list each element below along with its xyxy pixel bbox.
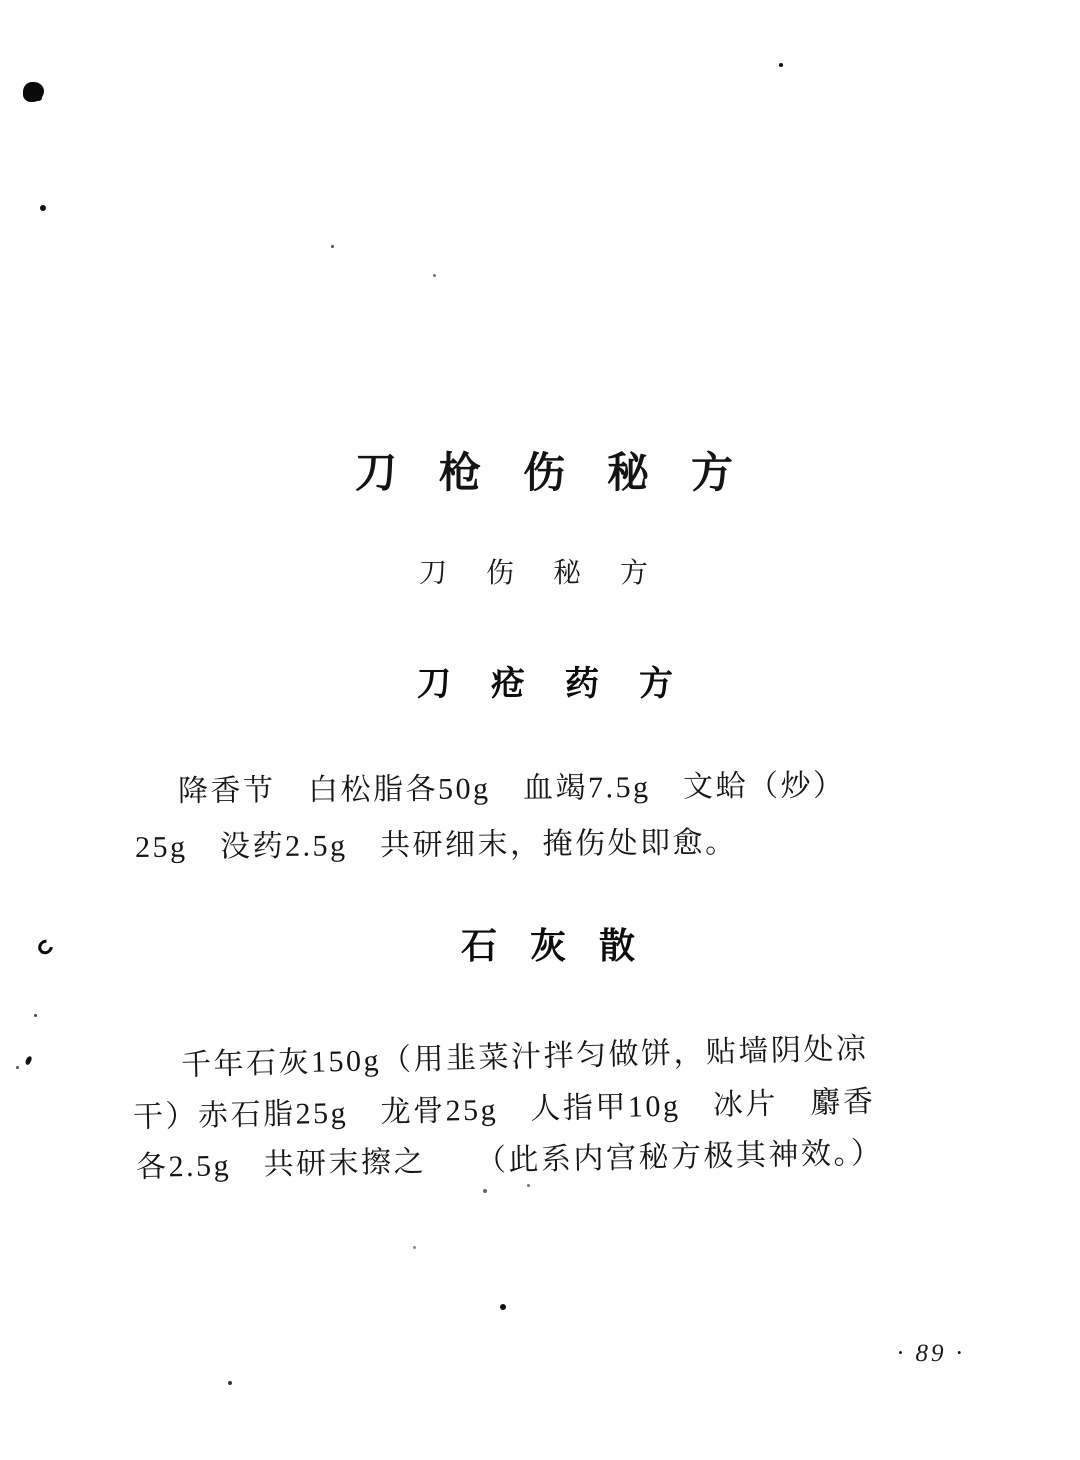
ink-speck [16,1066,19,1069]
ink-speck [433,274,436,277]
ink-speck [228,1381,232,1385]
ink-speck [331,245,334,248]
section-heading-knife-wound-remedy: 刀疮药方 [417,666,713,703]
ink-speck [779,63,783,67]
ink-speck [527,1184,530,1187]
ink-speck [24,1055,33,1065]
chapter-title: 刀枪伤秘方 [355,451,776,497]
ink-speck [34,1014,37,1017]
recipe-text-line: 25g 没药2.5g 共研细末，掩伤处即愈。 [134,826,738,864]
ink-speck [35,937,55,957]
recipe-text-line: 千年石灰150g（用韭菜汁拌匀做饼，贴墙阴处凉 [180,1032,869,1082]
ink-speck [500,1304,506,1310]
section-heading-lime-powder: 石灰散 [461,926,669,966]
page-number: · 89 · [897,1340,965,1367]
chapter-subtitle: 刀伤秘方 [419,558,688,589]
ink-speck [413,1246,416,1249]
ink-speck [40,205,46,211]
ink-blob [23,82,44,102]
recipe-text-line: 各2.5g 共研末擦之 （此系内宫秘方极其神效。） [135,1136,884,1184]
recipe-text-line: 干）赤石脂25g 龙骨25g 人指甲10g 冰片 麝香 [132,1085,876,1134]
ink-speck [483,1189,487,1193]
recipe-text-line: 降香节 白松脂各50g 血竭7.5g 文蛤（炒） [177,769,846,808]
